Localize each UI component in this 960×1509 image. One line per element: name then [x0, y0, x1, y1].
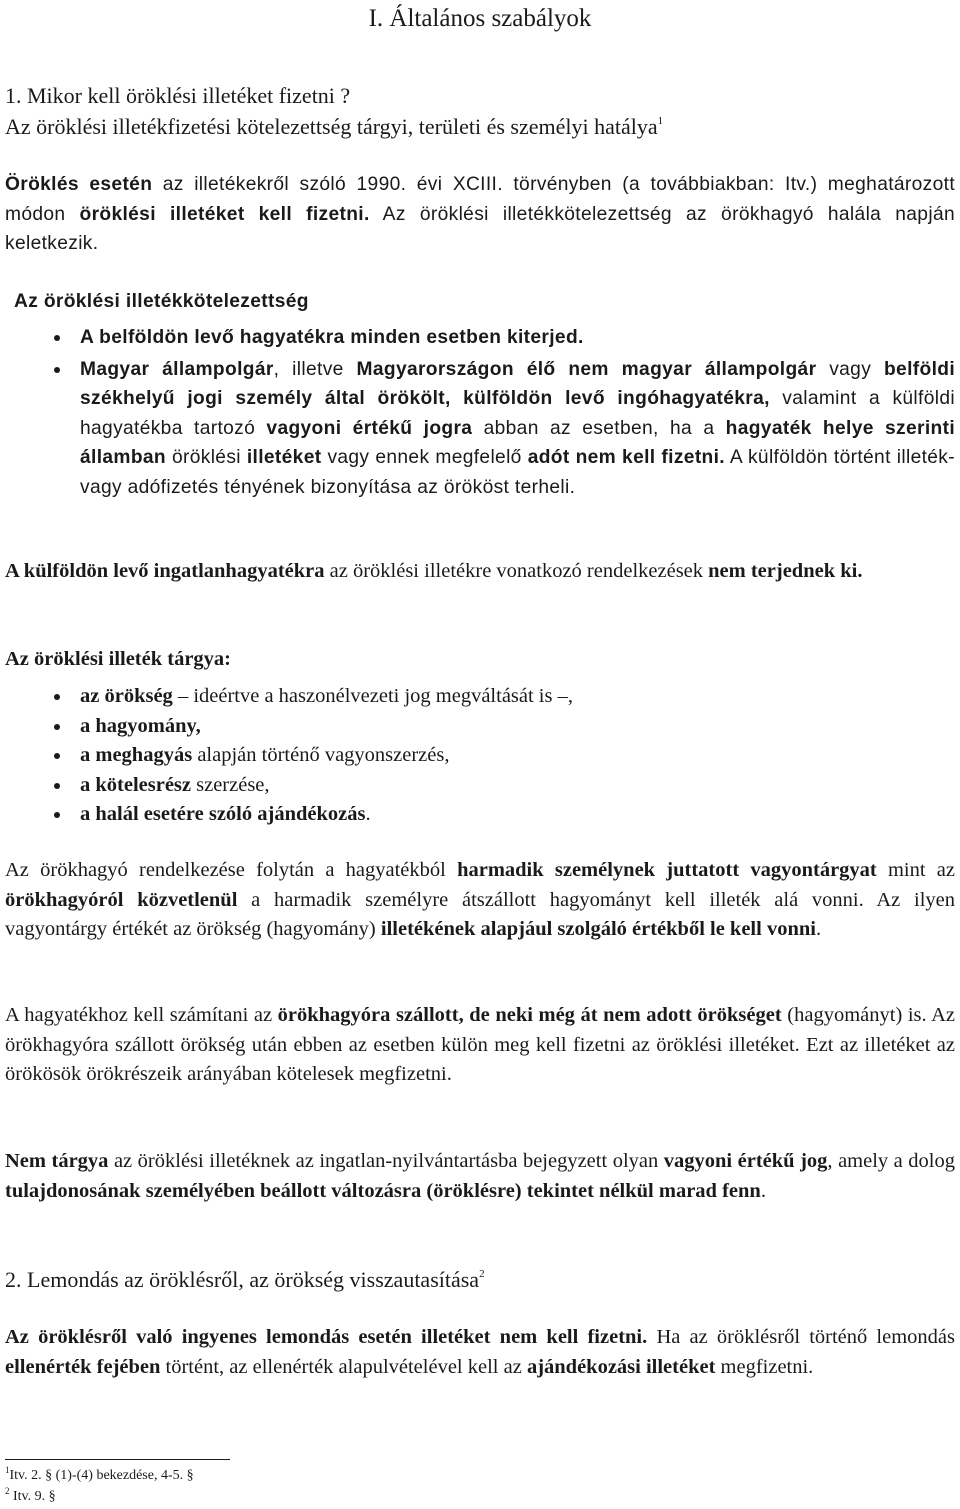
paragraph-not-subject	[5, 1147, 955, 1206]
bold-span: illetéket	[246, 447, 322, 468]
text-span: történt, az ellenérték alapulvételével kell az	[160, 1355, 527, 1378]
bold-span: Az öröklési illeték tárgya:	[5, 648, 232, 670]
text-span: , illetve	[273, 358, 357, 380]
bullet-icon	[54, 367, 60, 373]
section-1-subtitle-text: Az öröklési illetékfizetési kötelezettség tárgyi, területi és személyi hatálya	[5, 114, 658, 139]
text-span: A hagyatékhoz kell számítani az	[5, 1004, 278, 1026]
text-span: A külföldön történt illeték- vagy adófizetés tényének bizonyítása az örököst terheli.	[80, 447, 955, 498]
bold-span: Az öröklésről való ingyenes lemondás esetén illetéket nem kell fizetni.	[5, 1326, 648, 1348]
bullet-icon	[54, 783, 60, 789]
list-item	[5, 712, 955, 742]
text-span: az öröklési illetékre vonatkozó rendelkezések	[324, 560, 709, 582]
list-item	[5, 800, 955, 830]
text-span: a harmadik személyre átszállott hagyományt kell illeték alá vonni. Az ilyen vagyontárgy értékét az örökség (hagyomány)	[5, 888, 955, 940]
page-heading: I. Általános szabályok	[368, 5, 592, 32]
paragraph-intro	[5, 170, 955, 259]
bold-span: hagyaték helye szerinti államban	[80, 417, 956, 468]
bold-span: örökhagyóról közvetlenül	[5, 888, 238, 911]
bold-span: vagyoni értékű jogra	[266, 417, 473, 439]
text-span: vagy ennek megfelelő	[321, 447, 528, 468]
bold-span: ajándékozási illetéket	[526, 1355, 716, 1378]
paragraph-inheritance-estate	[5, 1001, 955, 1090]
subject-heading	[5, 645, 955, 675]
obligation-list	[5, 323, 955, 502]
text-span: szerzése,	[191, 773, 270, 796]
text-span: .	[815, 918, 822, 940]
subject-list	[5, 682, 955, 830]
bold-span: vagyoni értékű jog	[663, 1150, 828, 1172]
obligation-heading	[14, 287, 960, 317]
bold-span: Nem tárgya	[5, 1150, 109, 1172]
bold-span: Magyarországon élő nem magyar állampolgár	[356, 358, 817, 380]
text-span: vagy	[816, 358, 884, 380]
bold-span: az örökség	[80, 685, 173, 707]
text-span: mint az	[876, 859, 955, 881]
bold-span: Öröklés esetén	[5, 174, 153, 195]
section-1-title	[5, 81, 955, 111]
footnote-separator	[5, 1459, 230, 1460]
text-span: az öröklési illetéknek az ingatlan-nyilvántartásba bejegyzett olyan	[108, 1150, 664, 1172]
bold-span: nem terjednek ki.	[708, 560, 863, 582]
section-2-title	[5, 1265, 955, 1295]
footnote-ref-2[interactable]: 2	[479, 1267, 485, 1280]
text-span: , amely a dolog	[827, 1150, 956, 1172]
bullet-icon	[54, 694, 60, 700]
section-1-subtitle	[5, 112, 955, 142]
bold-span: a halál esetére szóló ajándékozás	[80, 803, 366, 825]
section-1-title-text: 1. Mikor kell öröklési illetéket fizetni ?	[5, 83, 351, 108]
bold-span: Az öröklési illetékkötelezettség	[14, 291, 309, 312]
bold-span: A külföldön levő ingatlanhagyatékra	[5, 560, 325, 582]
footnote-2	[5, 1488, 56, 1505]
bold-span: tulajdonosának személyében beállott változásra (öröklésre) tekintet nélkül marad fenn	[5, 1179, 761, 1202]
bullet-icon	[54, 753, 60, 759]
text-span: megfizetni.	[715, 1355, 814, 1378]
footnote-1	[5, 1467, 194, 1484]
bold-span: Magyar állampolgár	[80, 358, 274, 380]
text-span: Ha az öröklésről történő lemondás	[647, 1326, 956, 1348]
footnote-number: 2	[5, 1486, 10, 1497]
list-item	[5, 771, 955, 801]
bold-span: a meghagyás	[80, 744, 193, 766]
paragraph-foreign-real-estate	[5, 557, 955, 587]
bold-span: A belföldön levő hagyatékra minden esetben kiterjed.	[80, 327, 584, 348]
list-item	[5, 682, 955, 712]
text-span: az illetékekről szóló 1990. évi XCIII. törvényben (a továbbiakban: Itv.) meghatározott módon	[5, 174, 956, 225]
bold-span: ellenérték fejében	[5, 1355, 161, 1378]
bullet-icon	[54, 724, 60, 730]
text-span: – ideértve a haszonélvezeti jog megváltását is –,	[172, 685, 573, 707]
list-item	[5, 323, 955, 353]
footnote-ref-1[interactable]: 1	[657, 114, 664, 127]
footnote-text: Itv. 2. § (1)-(4) bekezdése, 4-5. §	[9, 1468, 194, 1483]
text-span: .	[365, 803, 371, 825]
bullet-icon	[54, 335, 60, 341]
bold-span: belföldi székhelyű jogi személy által örökölt, külföldön levő ingóhagyatékra,	[80, 358, 955, 409]
list-item	[5, 355, 955, 503]
text-span: alapján történő vagyonszerzés,	[192, 744, 450, 766]
section-2-title-text: 2. Lemondás az öröklésről, az örökség visszautasítása	[5, 1267, 480, 1292]
text-span: Az örökhagyó rendelkezése folytán a hagyatékból	[5, 859, 458, 881]
bold-span: a hagyomány,	[80, 714, 201, 737]
list-item	[5, 741, 955, 771]
text-span: (hagyományt) is. Az örökhagyóra szállott örökség után ebben az esetben külön meg kell fizetni az öröklési illetéket. Ezt az illetéket az örökösök örökrészeik arányában kötelesek megfizetni.	[5, 1004, 955, 1085]
footnote-number: 1	[5, 1465, 10, 1476]
text-span: valamint a külföldi hagyatékba tartozó	[80, 388, 955, 439]
text-span: öröklési	[165, 447, 247, 468]
paragraph-third-party	[5, 856, 955, 945]
bold-span: örökhagyóra szállott, de neki még át nem adott örökséget	[277, 1004, 782, 1026]
text-span: abban az esetben, ha a	[472, 417, 726, 439]
bold-span: a kötelesrész	[80, 773, 191, 796]
bold-span: adót nem kell fizetni.	[527, 447, 725, 468]
text-span: .	[760, 1179, 766, 1202]
paragraph-renunciation	[5, 1323, 955, 1382]
text-span: Az öröklési illetékkötelezettség az örökhagyó halála napján keletkezik.	[5, 203, 955, 254]
bullet-icon	[54, 812, 60, 818]
bold-span: illetékének alapjául szolgáló értékből le kell vonni	[380, 918, 816, 940]
bold-span: öröklési illetéket kell fizetni.	[79, 203, 370, 225]
footnote-text: Itv. 9. §	[9, 1489, 56, 1504]
bold-span: harmadik személynek juttatott vagyontárgyat	[457, 859, 877, 881]
